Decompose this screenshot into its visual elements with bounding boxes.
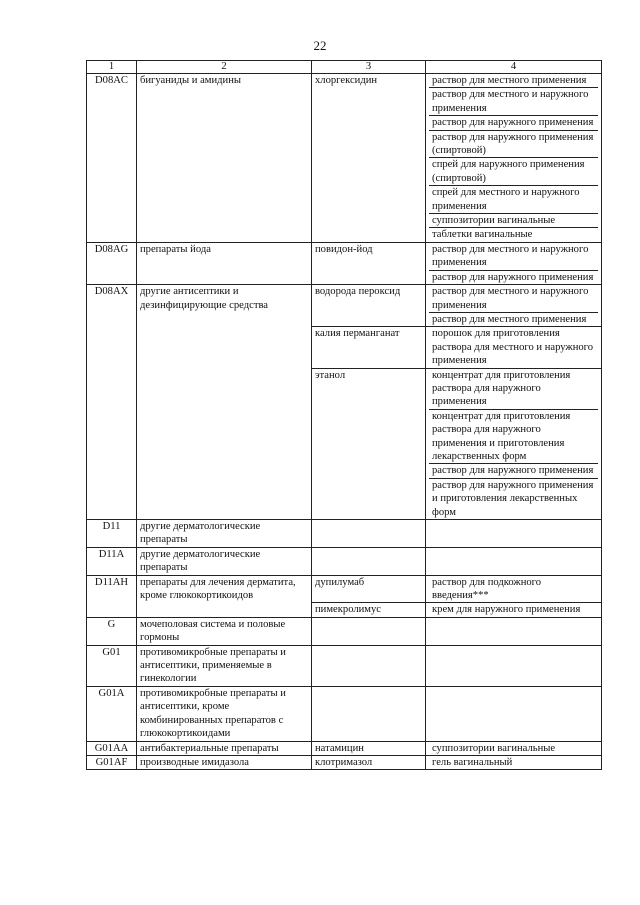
page-number: 22 [313,38,327,53]
atc-code-cell: D08AX [87,285,137,520]
anatomical-group-cell: препараты йода [137,242,312,284]
atc-code-cell: G01AF [87,755,137,769]
substance-cell: этанол [312,368,426,519]
table-row [87,755,602,769]
dosage-form-cell [426,547,602,575]
substance-cell: калия перманганат [312,327,426,368]
table-row [87,242,602,284]
dosage-form-cell [426,368,602,519]
substance-cell: дупилумаб [312,575,426,603]
dosage-form-item: спрей для наружного применения (спиртовой) [429,157,598,185]
dosage-form-cell [426,242,602,284]
header-cell-code: 1 [87,61,137,74]
dosage-form-item: раствор для местного и наружного применения [429,87,598,115]
dosage-form-item: раствор для местного и наружного применения [432,286,589,311]
dosage-form-item: раствор для наружного применения (спиртовой) [429,130,598,158]
anatomical-group-cell: другие дерматологические препараты [137,547,312,575]
substance-cell: хлоргексидин [312,74,426,243]
dosage-form-cell [426,575,602,603]
atc-code-cell: G01A [87,686,137,741]
table-row [87,547,602,575]
table-row [87,74,602,243]
dosage-form-item: раствор для наружного применения [429,463,598,477]
dosage-form-cell [426,327,602,368]
table-row [87,520,602,548]
header-cell-form: 4 [426,61,602,74]
dosage-form-item: раствор для наружного применения и приготовления лекарственных форм [429,478,598,519]
dosage-form-item: раствор для местного и наружного применения [432,243,589,269]
dosage-form-item: гель вагинальный [432,756,513,768]
dosage-form-item: суппозитории вагинальные [432,742,556,754]
substance-cell [312,520,426,548]
dosage-form-cell [426,285,602,327]
atc-code-cell: G [87,617,137,645]
dosage-form-item: раствор для местного применения [429,312,598,326]
dosage-form-cell [426,74,602,243]
table-row [87,285,602,327]
atc-code-cell: D11 [87,520,137,548]
dosage-form-item: раствор для местного применения [432,75,587,86]
anatomical-group-cell: другие дерматологические препараты [137,520,312,548]
medicine-table [86,60,602,770]
dosage-form-cell [426,603,602,617]
dosage-form-item: крем для наружного применения [432,604,581,616]
dosage-form-item: таблетки вагинальные [429,227,598,241]
dosage-form-item: раствор для наружного применения [429,115,598,129]
substance-cell [312,686,426,741]
dosage-form-item: концентрат для приготовления раствора для наружного применения [432,369,571,408]
table-header [87,61,602,74]
anatomical-group-cell: производные имидазола [137,755,312,769]
atc-code-cell: G01 [87,645,137,686]
header-cell-substance: 3 [312,61,426,74]
header-cell-group: 2 [137,61,312,74]
dosage-form-item: раствор для подкожного введения*** [432,576,542,602]
dosage-form-item: спрей для местного и наружного применения [429,185,598,213]
atc-code-cell: D08AC [87,74,137,243]
anatomical-group-cell: антибактериальные препараты [137,741,312,755]
atc-code-cell: D08AG [87,242,137,284]
dosage-form-cell [426,755,602,769]
substance-cell: клотримазол [312,755,426,769]
dosage-form-item: концентрат для приготовления раствора для наружного применения и приготовления лекарственных форм [429,409,598,464]
dosage-form-cell [426,686,602,741]
atc-code-cell: D11A [87,547,137,575]
dosage-form-cell [426,617,602,645]
anatomical-group-cell: другие антисептики и дезинфицирующие средства [137,285,312,520]
substance-cell: пимекролимус [312,603,426,617]
substance-cell [312,645,426,686]
dosage-form-item: порошок для приготовления раствора для местного и наружного применения [432,328,594,367]
anatomical-group-cell: препараты для лечения дерматита, кроме глюкокортикоидов [137,575,312,617]
table-body [87,74,602,770]
dosage-form-cell [426,520,602,548]
table-row [87,617,602,645]
table-row [87,686,602,741]
anatomical-group-cell: мочеполовая система и половые гормоны [137,617,312,645]
substance-cell: натамицин [312,741,426,755]
anatomical-group-cell: противомикробные препараты и антисептики, применяемые в гинекологии [137,645,312,686]
table-row [87,741,602,755]
dosage-form-item: раствор для наружного применения [429,270,598,284]
table-row [87,645,602,686]
substance-cell: водорода пероксид [312,285,426,327]
substance-cell [312,617,426,645]
atc-code-cell: G01AA [87,741,137,755]
dosage-form-cell [426,645,602,686]
table-row [87,575,602,603]
dosage-form-cell [426,741,602,755]
substance-cell: повидон-йод [312,242,426,284]
dosage-form-item: суппозитории вагинальные [429,213,598,227]
substance-cell [312,547,426,575]
atc-code-cell: D11AH [87,575,137,617]
anatomical-group-cell: противомикробные препараты и антисептики, кроме комбинированных препаратов с глюкокортикоидами [137,686,312,741]
anatomical-group-cell: бигуаниды и амидины [137,74,312,243]
